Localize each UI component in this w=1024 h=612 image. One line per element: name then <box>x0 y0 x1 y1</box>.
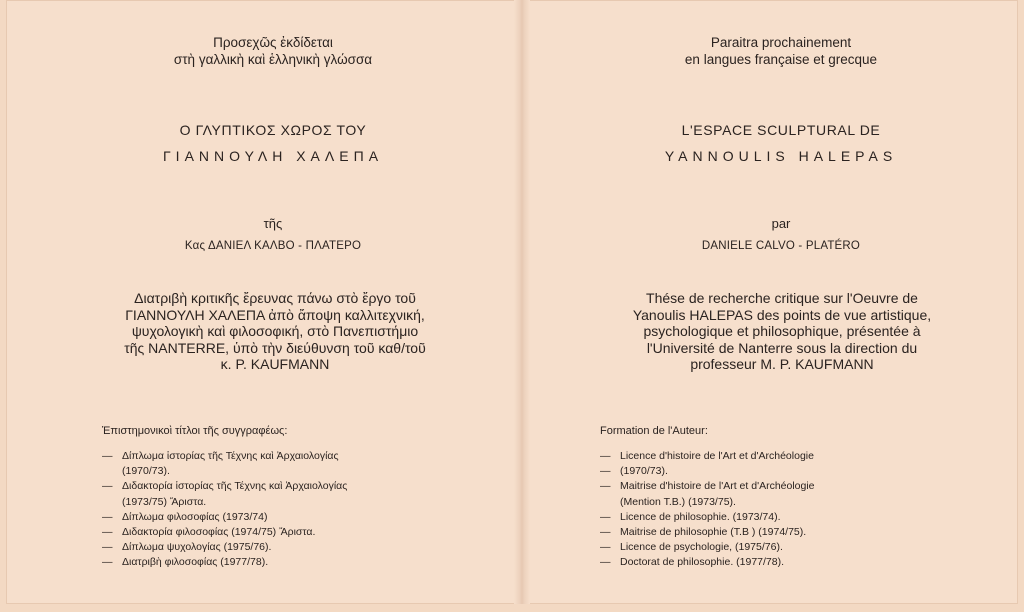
dash: — <box>600 541 611 554</box>
by-label: τῆς <box>263 216 283 231</box>
qualification-text: Doctorat de philosophie. (1977/78). <box>620 556 785 569</box>
announcement-line: en langues française et grecque <box>684 52 878 67</box>
dash: — <box>102 510 113 523</box>
french-page <box>538 0 1024 604</box>
announcement-line: Paraitra prochainement <box>710 35 852 50</box>
thesis-description <box>100 290 450 373</box>
announcement-line: Προσεχῶς ἐκδίδεται <box>213 35 333 50</box>
qualification-text: Διδακτορία ἱστορίας τῆς Τέχνης καὶ Ἀρχαιολογίας <box>122 480 348 493</box>
list-item <box>600 540 930 555</box>
list-item <box>102 510 442 525</box>
qualifications-heading: Ἐπιστημονικοὶ τίτλοι τῆς συγγραφέως: <box>102 425 288 437</box>
dash: — <box>600 465 611 478</box>
qualification-text: Διατριβὴ φιλοσοφίας (1977/78). <box>122 556 269 569</box>
dash: — <box>102 556 113 569</box>
thesis-line: professeur M. P. KAUFMANN <box>690 356 874 372</box>
list-item <box>102 525 442 540</box>
list-item <box>600 449 930 464</box>
thesis-line: l'Université de Nanterre sous la direction du <box>646 339 918 356</box>
book-title-line2: YANNOULIS HALEPAS <box>664 148 898 164</box>
dash: — <box>102 541 113 554</box>
qualification-text: Δίπλωμα φιλοσοφίας (1973/74) <box>122 510 268 523</box>
document-sheet <box>6 0 1018 604</box>
list-item <box>102 555 442 570</box>
announcement <box>30 34 516 68</box>
list-item <box>600 555 930 570</box>
list-item <box>600 464 930 479</box>
list-item <box>600 479 930 509</box>
announcement-line: στὴ γαλλικὴ καὶ ἑλληνικὴ γλώσσα <box>173 52 373 67</box>
qualification-text-cont: (1970/73). <box>122 465 170 478</box>
qualification-text: Licence de psychologie, (1975/76). <box>620 541 783 554</box>
qualifications-list <box>102 449 442 571</box>
list-item <box>102 540 442 555</box>
book-title-line1: Ο ΓΛΥΠΤΙΚΟΣ ΧΩΡΟΣ ΤΟΥ <box>179 122 367 138</box>
thesis-line: ΓΙΑΝΝΟΥΛΗ ΧΑΛΕΠΑ ἀπὸ ἄποψη καλλιτεχνική, <box>125 306 425 323</box>
dash: — <box>102 526 113 539</box>
list-item <box>102 449 442 479</box>
book-title-line1: L'ESPACE SCULPTURAL DE <box>681 122 881 138</box>
dash: — <box>600 450 611 462</box>
author-name: Κας ΔΑΝΙΕΛ ΚΑΛΒΟ - ΠΛΑΤΕΡΟ <box>184 240 362 252</box>
qualification-text: Διδακτορία φιλοσοφίας (1974/75) Ἄριστα. <box>122 526 316 539</box>
thesis-line: Thése de recherche critique sur l'Oeuvre de <box>646 290 918 306</box>
qualification-text: Δίπλωμα ἱστορίας τῆς Τέχνης καὶ Ἀρχαιολογίας <box>122 450 339 462</box>
qualification-text-cont: (1973/75) Ἄριστα. <box>122 495 207 508</box>
qualifications-heading: Formation de l'Auteur: <box>600 425 708 437</box>
greek-page <box>30 0 516 604</box>
qualification-text-cont: (Mention T.B.) (1973/75). <box>620 495 736 508</box>
list-item <box>600 510 930 525</box>
dash: — <box>102 450 113 462</box>
thesis-line: Διατριβὴ κριτικῆς ἔρευνας πάνω στὸ ἔργο τοῦ <box>134 290 416 306</box>
list-item <box>102 479 442 509</box>
dash: — <box>600 526 611 539</box>
book-title-line2: ΓΙΑΝΝΟΥΛΗ ΧΑΛΕΠΑ <box>162 148 384 164</box>
thesis-line: Yanoulis HALEPAS des points de vue artistique, <box>632 306 932 323</box>
qualification-text: Maitrise de philosophie (T.B ) (1974/75). <box>620 526 807 539</box>
announcement <box>538 34 1024 68</box>
dash: — <box>600 556 611 569</box>
thesis-line: κ. P. KAUFMANN <box>220 356 330 372</box>
thesis-line: τῆς NANTERRE, ὑπὸ τὴν διεύθυνση τοῦ καθ/τοῦ <box>124 339 426 356</box>
dash: — <box>600 510 611 523</box>
thesis-description <box>596 290 968 373</box>
thesis-line: psychologique et philosophique, présentée à <box>643 323 921 339</box>
qualification-text: Maitrise d'histoire de l'Art et d'Archéologie <box>620 480 815 493</box>
thesis-line: ψυχολογικὴ καὶ φιλοσοφική, στὸ Πανεπιστήμιο <box>131 323 419 339</box>
center-fold <box>514 0 530 604</box>
qualification-text: (1970/73). <box>620 465 668 478</box>
author-name: DANIELE CALVO - PLATÉRO <box>701 240 861 252</box>
by-label: par <box>771 216 791 231</box>
dash: — <box>600 480 611 493</box>
dash: — <box>102 480 113 493</box>
list-item <box>600 525 930 540</box>
qualification-text: Licence de philosophie. (1973/74). <box>620 510 781 523</box>
qualification-text: Licence d'histoire de l'Art et d'Archéologie <box>620 450 814 462</box>
qualifications-list <box>600 449 930 571</box>
qualification-text: Δίπλωμα ψυχολογίας (1975/76). <box>122 541 272 554</box>
